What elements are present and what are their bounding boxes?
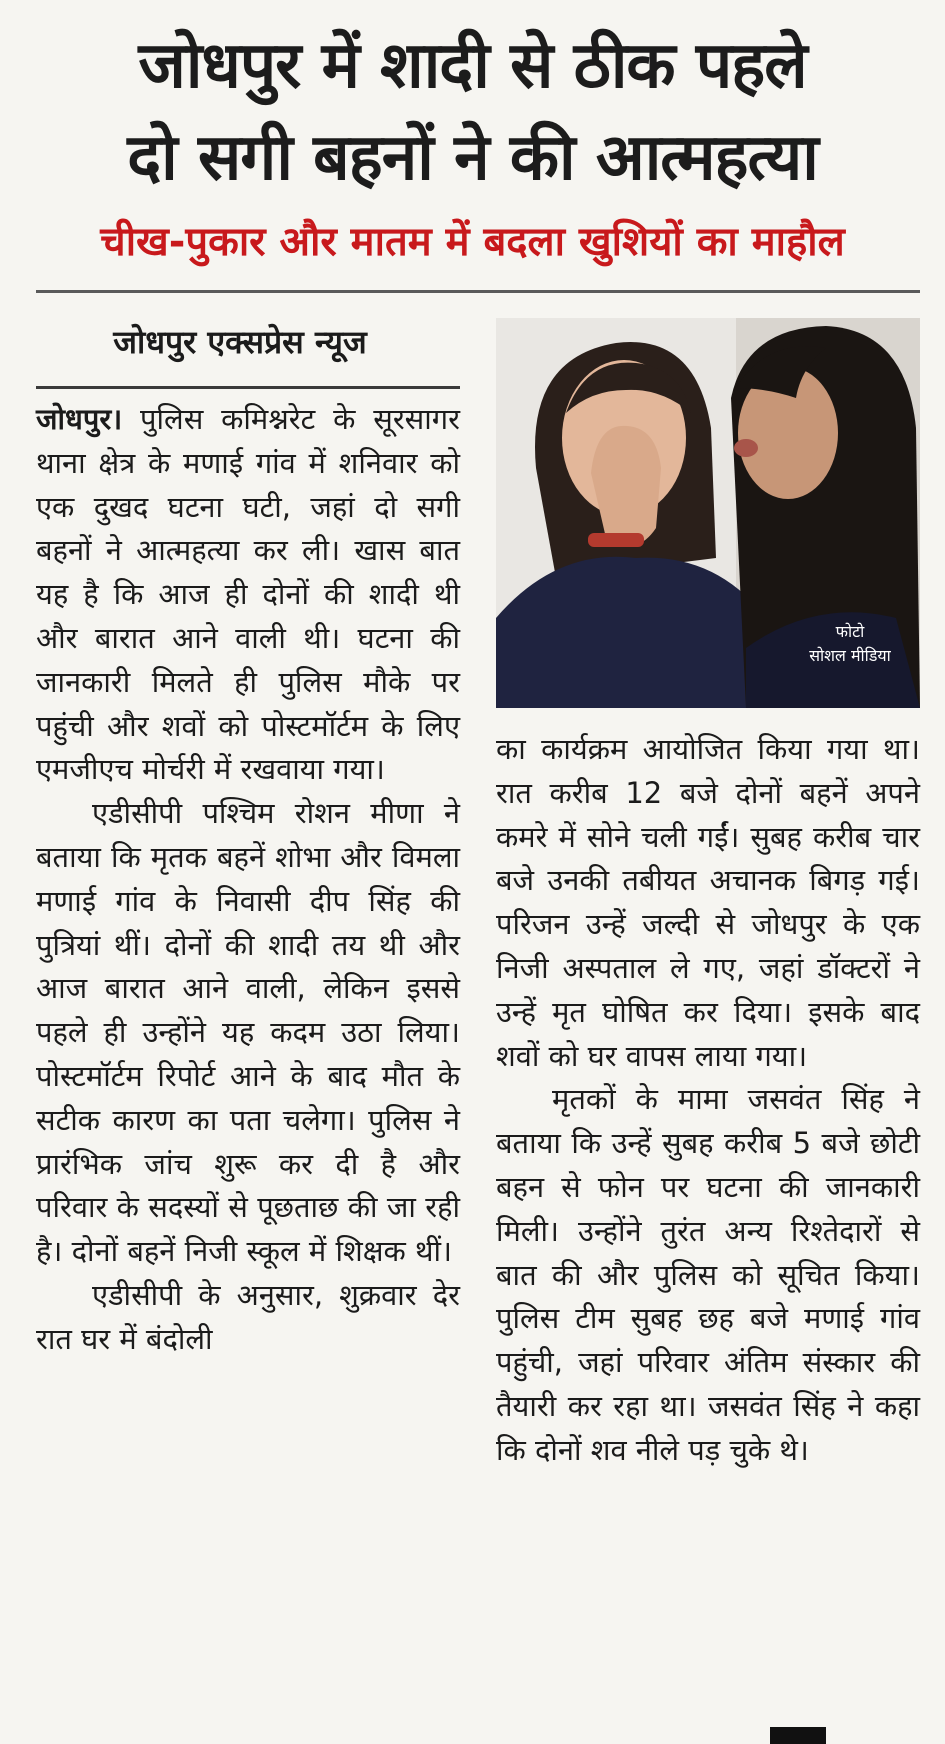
photo-credit-line-2: सोशल मीडिया bbox=[809, 646, 891, 665]
news-photo bbox=[496, 318, 920, 708]
article-paragraph-4: मृतकों के मामा जसवंत सिंह ने बताया कि उन्हें सुबह करीब 5 बजे छोटी बहन से फोन पर घटना की जानकारी मिली। उन्होंने तुरंत अन्य रिश्तेदारों से बात की और पुलिस को सूचित किया। पुलिस टीम सुबह छह बजे मणाई गांव पहुंची, जहां परिवार अंतिम संस्कार की तैयारी कर रहा था। जसवंत सिंह ने कहा कि दोनों शव नीले पड़ चुके थे। bbox=[496, 1082, 920, 1467]
article-paragraph-1 bbox=[36, 398, 460, 792]
subheadline: चीख-पुकार और मातम में बदला खुशियों का माहौल bbox=[100, 219, 845, 265]
article-paragraph-2: एडीसीपी पश्चिम रोशन मीणा ने बताया कि मृतक बहनें शोभा और विमला मणाई गांव के निवासी दीप सिंह की पुत्रियां थीं। दोनों की शादी तय थी और आज बारात आने वाली, लेकिन इससे पहले ही उन्होंने यह कदम उठा लिया। पोस्टमॉर्टम रिपोर्ट आने के बाद मौत के सटीक कारण का पता चलेगा। पुलिस ने प्रारंभिक जांच शुरू कर दी है और परिवार के सदस्यों से पूछताछ की जा रही है। दोनों बहनें निजी स्कूल में शिक्षक थीं। bbox=[36, 796, 460, 1269]
dateline: जोधपुर। bbox=[36, 402, 123, 436]
headline-line-1: जोधपुर में शादी से ठीक पहले bbox=[138, 29, 807, 103]
article-paragraph-3-continued: का कार्यक्रम आयोजित किया गया था। रात करीब 12 बजे दोनों बहनें अपने कमरे में सोने चली गईं। सुबह करीब चार बजे उनकी तबीयत अचानक बिगड़ गई। परिजन उन्हें जल्दी से जोधपुर के एक निजी अस्पताल ले गए, जहां डॉक्टरों ने उन्हें मृत घोषित कर दिया। इसके बाद शवों को घर वापस लाया गया। bbox=[496, 732, 920, 1073]
headline-line-2: दो सगी बहनों ने की आत्महत्या bbox=[127, 121, 818, 195]
article-paragraph-3-start: एडीसीपी के अनुसार, शुक्रवार देर रात घर में बंदोली bbox=[36, 1277, 460, 1356]
photo-credit-line-1: फोटो bbox=[835, 622, 865, 641]
byline: जोधपुर एक्सप्रेस न्यूज bbox=[113, 323, 367, 361]
corner-mark bbox=[770, 1727, 826, 1744]
header-divider bbox=[36, 290, 920, 293]
headline bbox=[20, 20, 925, 204]
article-column-1 bbox=[36, 398, 460, 1362]
article-column-2 bbox=[496, 728, 920, 1473]
article-paragraph-1-text: पुलिस कमिश्नरेट के सूरसागर थाना क्षेत्र के मणाई गांव में शनिवार को एक दुखद घटना घटी, जहां दो सगी बहनों ने आत्महत्या कर ली। खास बात यह है कि आज ही दोनों की शादी थी और बारात आने वाली थी। घटना की जानकारी मिलते ही पुलिस मौके पर पहुंची और शवों को पोस्टमॉर्टम के लिए एमजीएच मोर्चरी में रखवाया गया। bbox=[36, 402, 460, 787]
byline-divider bbox=[36, 386, 460, 389]
photo-credit bbox=[790, 620, 910, 668]
